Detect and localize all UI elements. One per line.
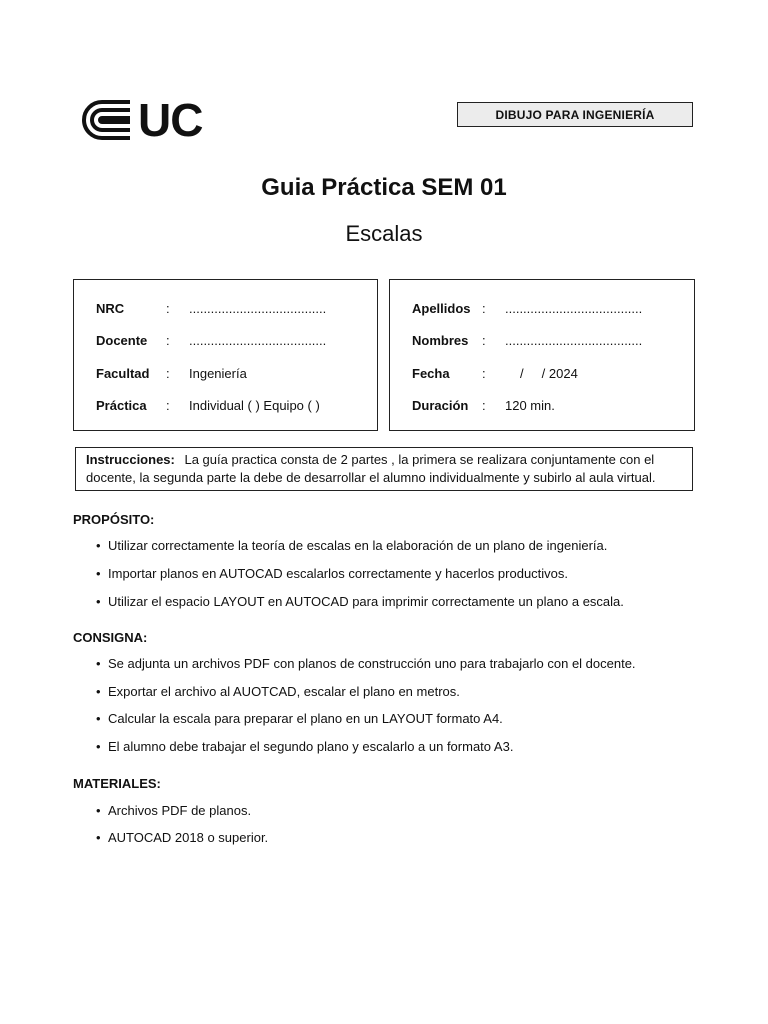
info-value: ...................................... — [505, 333, 643, 348]
info-row-practica — [74, 396, 377, 416]
info-row-fecha — [390, 364, 694, 384]
section-title-materiales: MATERIALES: — [73, 776, 161, 791]
section-title-proposito: PROPÓSITO: — [73, 512, 155, 527]
list-item — [96, 711, 503, 726]
info-row-apellidos — [390, 299, 694, 319]
info-row-facultad — [74, 364, 377, 384]
bullet-icon: • — [96, 739, 101, 754]
list-item — [96, 830, 268, 845]
student-info-right — [389, 279, 695, 431]
info-row-nrc — [74, 299, 377, 319]
list-item — [96, 566, 568, 581]
bullet-icon: • — [96, 803, 101, 818]
info-colon: : — [166, 301, 170, 316]
page-title: Guia Práctica SEM 01 — [261, 174, 507, 201]
list-item-text: AUTOCAD 2018 o superior. — [108, 830, 269, 845]
info-colon: : — [482, 398, 486, 413]
info-label: NRC — [96, 301, 125, 316]
info-label: Duración — [412, 398, 469, 413]
info-value: Individual ( ) Equipo ( ) — [189, 398, 320, 413]
bullet-icon: • — [96, 566, 101, 581]
uc-logo — [80, 94, 203, 146]
info-row-duracion — [390, 396, 694, 416]
info-label: Práctica — [96, 398, 147, 413]
list-item — [96, 739, 513, 754]
list-item-text: Exportar el archivo al AUOTCAD, escalar el plano en metros. — [108, 684, 460, 699]
list-item-text: Se adjunta un archivos PDF con planos de construcción uno para trabajarlo con el docente. — [108, 656, 636, 671]
bullet-icon: • — [96, 830, 101, 845]
bullet-icon: • — [96, 594, 101, 609]
instructions-box — [75, 447, 693, 491]
uc-logo-icon — [80, 100, 132, 140]
info-colon: : — [166, 398, 170, 413]
info-colon: : — [166, 366, 170, 381]
bullet-icon: • — [96, 684, 101, 699]
info-row-docente — [74, 331, 377, 351]
list-item-text: El alumno debe trabajar el segundo plano y escalarlo a un formato A3. — [108, 739, 514, 754]
info-value: / / 2024 — [520, 366, 578, 381]
list-item — [96, 803, 251, 818]
list-item-text: Importar planos en AUTOCAD escalarlos correctamente y hacerlos productivos. — [108, 566, 569, 581]
info-label: Apellidos — [412, 301, 471, 316]
info-value: ...................................... — [189, 333, 327, 348]
list-item-text: Calcular la escala para preparar el plano en un LAYOUT formato A4. — [108, 711, 503, 726]
instructions-text: La guía practica consta de 2 partes , la primera se realizara conjuntamente con el docente, la segunda parte la debe de desarrollar el alumno individualmente y subirlo al aula virtual. — [86, 452, 656, 485]
info-value: Ingeniería — [189, 366, 247, 381]
info-value: ...................................... — [505, 301, 643, 316]
course-name-box: DIBUJO PARA INGENIERÍA — [457, 102, 693, 127]
list-item — [96, 538, 607, 553]
bullet-icon: • — [96, 711, 101, 726]
info-value: ...................................... — [189, 301, 327, 316]
student-info-left — [73, 279, 378, 431]
info-label: Docente — [96, 333, 148, 348]
list-item — [96, 656, 636, 671]
list-item-text: Archivos PDF de planos. — [108, 803, 252, 818]
list-item-text: Utilizar correctamente la teoría de escalas en la elaboración de un plano de ingeniería. — [108, 538, 608, 553]
page-subtitle: Escalas — [345, 221, 423, 246]
bullet-icon: • — [96, 538, 101, 553]
info-colon: : — [482, 366, 486, 381]
list-item — [96, 684, 460, 699]
bullet-icon: • — [96, 656, 101, 671]
section-title-consigna: CONSIGNA: — [73, 630, 148, 645]
info-colon: : — [482, 301, 486, 316]
info-label: Nombres — [412, 333, 469, 348]
info-label: Fecha — [412, 366, 450, 381]
logo-text: UC — [138, 94, 203, 146]
info-value: 120 min. — [505, 398, 555, 413]
list-item — [96, 594, 624, 609]
instructions-label: Instrucciones: — [86, 452, 175, 467]
info-row-nombres — [390, 331, 694, 351]
list-item-text: Utilizar el espacio LAYOUT en AUTOCAD para imprimir correctamente un plano a escala. — [108, 594, 624, 609]
info-colon: : — [482, 333, 486, 348]
info-label: Facultad — [96, 366, 150, 381]
info-colon: : — [166, 333, 170, 348]
